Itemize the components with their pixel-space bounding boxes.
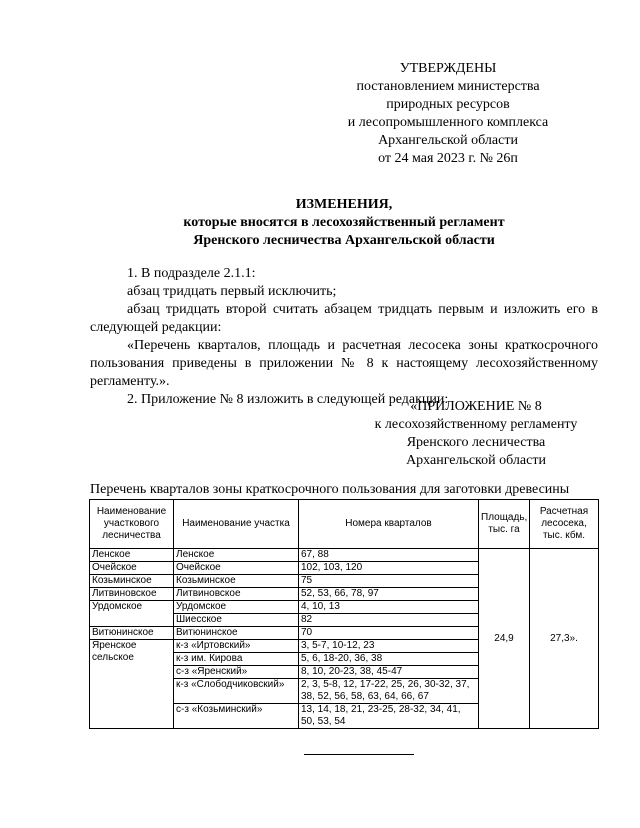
site-cell: с-з «Яренский» xyxy=(174,666,299,679)
site-cell: Литвиновское xyxy=(174,588,299,601)
quarters-cell: 3, 5-7, 10-12, 23 xyxy=(299,640,479,653)
table-caption: Перечень кварталов зоны краткосрочного пользования для заготовки древесины xyxy=(90,482,570,497)
forestry-cell: Ленское xyxy=(90,549,174,562)
quarters-cell: 2, 3, 5-8, 12, 17-22, 25, 26, 30-32, 37, 38, 52, 56, 58, 63, 64, 66, 67 xyxy=(299,679,479,704)
body-paragraph: 1. В подразделе 2.1.1: xyxy=(127,266,256,281)
approval-line: от 24 мая 2023 г. № 26п xyxy=(378,151,518,166)
forestry-cell: Литвиновское xyxy=(90,588,174,601)
quarters-cell: 4, 10, 13 xyxy=(299,601,479,614)
approval-line: природных ресурсов xyxy=(386,97,510,112)
approval-heading: УТВЕРЖДЕНЫ xyxy=(399,61,497,76)
quarters-cell: 13, 14, 18, 21, 23-25, 28-32, 34, 41, 50, 53, 54 xyxy=(299,704,479,729)
quarters-cell: 82 xyxy=(299,614,479,627)
document-title xyxy=(90,196,598,250)
allowable-cut-cell: 27,3». xyxy=(530,549,599,729)
quarters-cell: 52, 53, 66, 78, 97 xyxy=(299,588,479,601)
table-header-row xyxy=(90,500,599,549)
appendix-line: Архангельской области xyxy=(406,453,546,468)
title-line: ИЗМЕНЕНИЯ, xyxy=(295,197,393,212)
approval-line: постановлением министерства xyxy=(356,79,540,94)
forestry-cell: Яренское сельское xyxy=(90,640,174,729)
approval-line: Архангельской области xyxy=(378,133,518,148)
header-area: Площадь, тыс. га xyxy=(479,500,530,549)
body-paragraph: абзац тридцать второй считать абзацем тридцать первым и изложить его в следующей редакции: xyxy=(90,302,598,335)
body-paragraph: «Перечень кварталов, площадь и расчетная лесосека зоны краткосрочного пользования приведены в приложении № 8 к настоящему лесохозяйственному регламенту.». xyxy=(90,338,598,389)
header-site: Наименование участка xyxy=(174,500,299,549)
body-paragraph: 2. Приложение № 8 изложить в следующей редакции: xyxy=(127,392,449,407)
forestry-cell: Витюнинское xyxy=(90,627,174,640)
quarters-table xyxy=(89,499,599,729)
body-paragraph: абзац тридцать первый исключить; xyxy=(127,284,337,299)
approval-block xyxy=(330,60,566,168)
quarters-cell: 75 xyxy=(299,575,479,588)
title-line: которые вносятся в лесохозяйственный регламент xyxy=(183,215,505,230)
area-cell: 24,9 xyxy=(479,549,530,729)
site-cell: к-з «Иртовский» xyxy=(174,640,299,653)
header-forestry: Наименование участкового лесничества xyxy=(90,500,174,549)
appendix-header xyxy=(352,398,600,470)
site-cell: Ленское xyxy=(174,549,299,562)
header-quarters: Номера кварталов xyxy=(299,500,479,549)
site-cell: к-з им. Кирова xyxy=(174,653,299,666)
site-cell: Витюнинское xyxy=(174,627,299,640)
appendix-line: к лесохозяйственному регламенту xyxy=(374,417,578,432)
site-cell: с-з «Козьминский» xyxy=(174,704,299,729)
quarters-cell: 102, 103, 120 xyxy=(299,562,479,575)
appendix-line: «ПРИЛОЖЕНИЕ № 8 xyxy=(410,399,542,414)
quarters-cell: 67, 88 xyxy=(299,549,479,562)
site-cell: к-з «Слободчиковский» xyxy=(174,679,299,704)
title-line: Яренского лесничества Архангельской области xyxy=(193,233,495,248)
document-body xyxy=(90,265,598,409)
site-cell: Шиесское xyxy=(174,614,299,627)
closing-rule xyxy=(304,754,414,755)
quarters-cell: 8, 10, 20-23, 38, 45-47 xyxy=(299,666,479,679)
table-row xyxy=(90,549,599,562)
forestry-cell: Урдомское xyxy=(90,601,174,627)
site-cell: Урдомское xyxy=(174,601,299,614)
approval-line: и лесопромышленного комплекса xyxy=(347,115,549,130)
quarters-cell: 70 xyxy=(299,627,479,640)
site-cell: Очейское xyxy=(174,562,299,575)
quarters-cell: 5, 6, 18-20, 36, 38 xyxy=(299,653,479,666)
appendix-line: Яренского лесничества xyxy=(406,435,546,450)
site-cell: Козьминское xyxy=(174,575,299,588)
forestry-cell: Очейское xyxy=(90,562,174,575)
forestry-cell: Козьминское xyxy=(90,575,174,588)
header-allowable-cut: Расчетная лесосека, тыс. кбм. xyxy=(530,500,599,549)
